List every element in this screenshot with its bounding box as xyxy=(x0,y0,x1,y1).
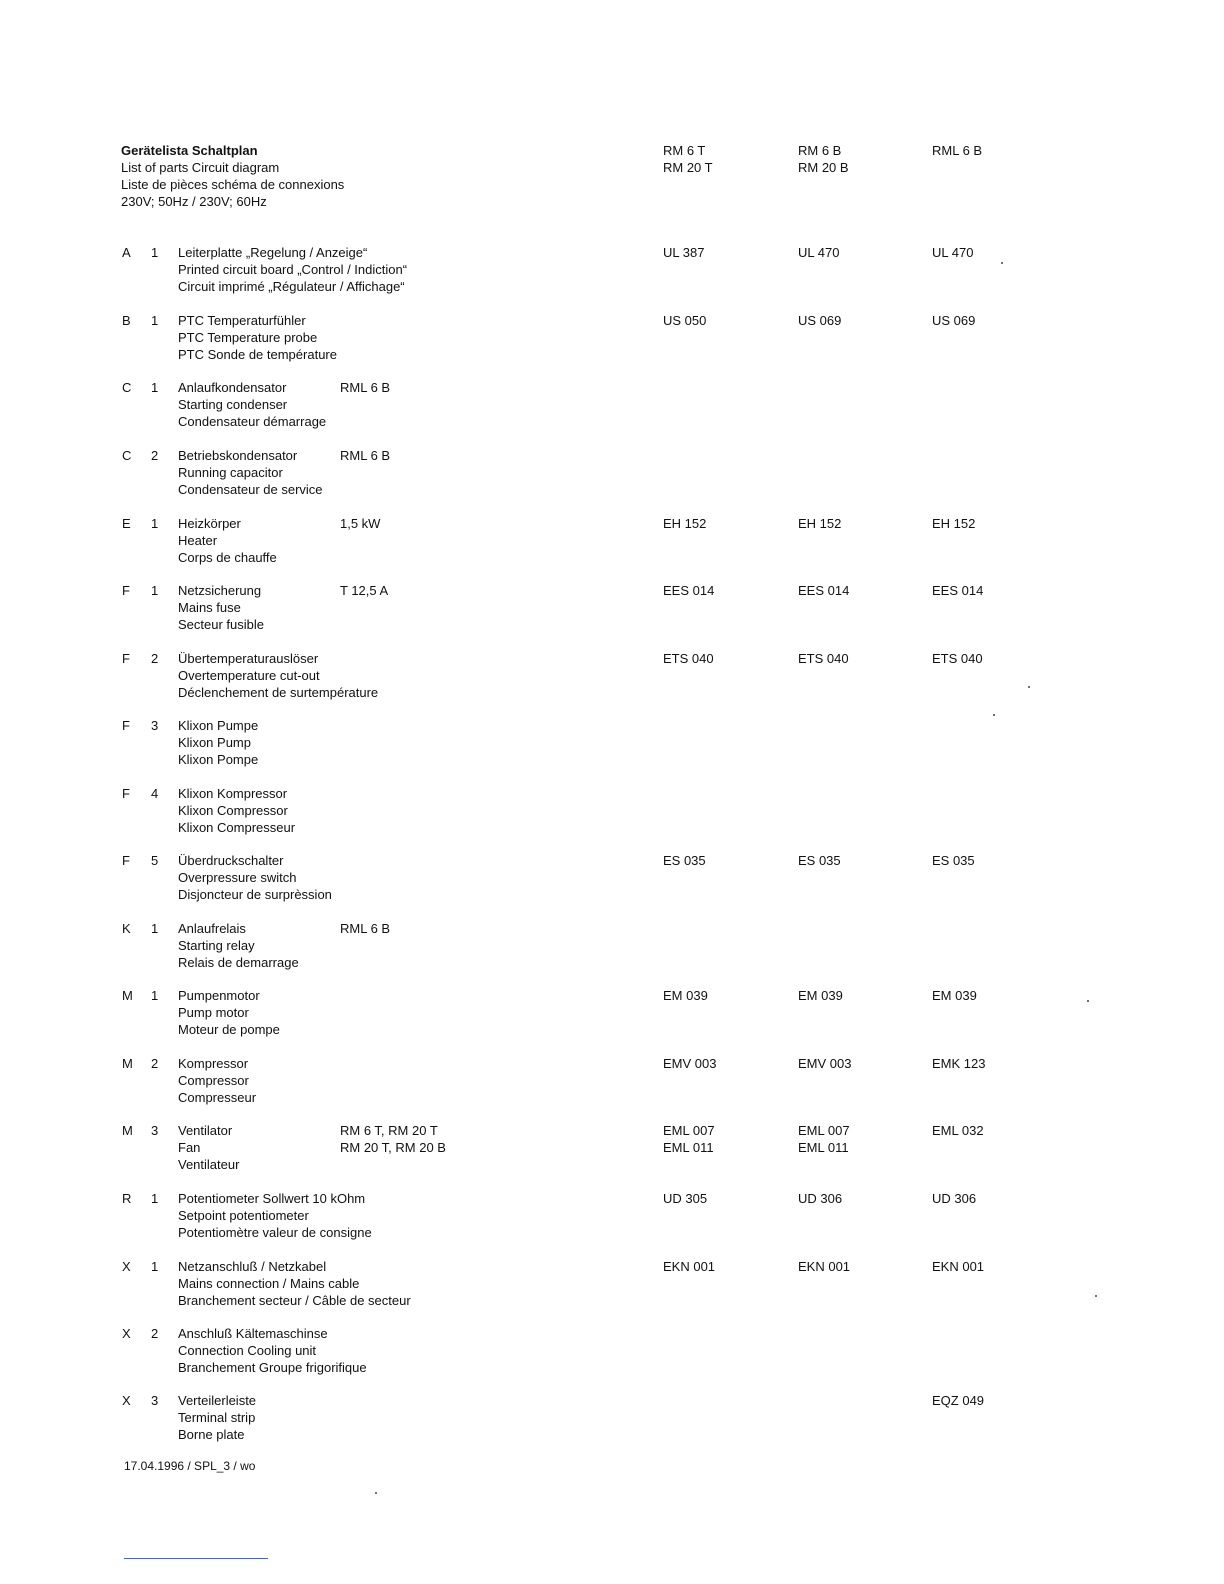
part-designator-number: 5 xyxy=(151,853,159,868)
description-line: Connection Cooling unit xyxy=(178,1343,317,1358)
part-number: UD 306 xyxy=(798,1191,843,1206)
part-number: US 069 xyxy=(932,313,976,328)
description-line: Printed circuit board „Control / Indiction“ xyxy=(178,262,408,277)
model-name: RM 20 B xyxy=(798,160,849,175)
part-number: ETS 040 xyxy=(798,651,849,666)
part-number-col-1 xyxy=(663,515,783,532)
part-description xyxy=(178,852,498,903)
part-designator-letter: X xyxy=(122,1259,131,1274)
scan-speck xyxy=(1095,1295,1097,1297)
description-line: Ventilator xyxy=(178,1123,233,1138)
header-line: Liste de pièces schéma de connexions xyxy=(121,177,345,192)
part-number-col-1 xyxy=(663,312,783,329)
part-number-col-2 xyxy=(798,1122,918,1156)
part-spec xyxy=(340,920,500,937)
part-designator-letter: F xyxy=(122,853,130,868)
description-line: Potentiometer Sollwert 10 kOhm xyxy=(178,1191,366,1206)
part-number: EML 011 xyxy=(798,1140,849,1155)
part-designator-letter: K xyxy=(122,921,131,936)
part-number: ETS 040 xyxy=(932,651,983,666)
part-designator-number: 1 xyxy=(151,988,159,1003)
description-line: Moteur de pompe xyxy=(178,1022,280,1037)
spec-line: RML 6 B xyxy=(340,380,391,395)
part-designator-number: 1 xyxy=(151,1259,159,1274)
description-line: Secteur fusible xyxy=(178,617,264,632)
part-number: EKN 001 xyxy=(663,1259,716,1274)
part-number: ETS 040 xyxy=(663,651,714,666)
part-number-col-2 xyxy=(798,312,918,329)
description-line: Netzsicherung xyxy=(178,583,262,598)
description-line: Compressor xyxy=(178,1073,249,1088)
part-number-col-3 xyxy=(932,515,1052,532)
description-line: Leiterplatte „Regelung / Anzeige“ xyxy=(178,245,368,260)
part-number: EES 014 xyxy=(663,583,715,598)
part-number-col-1 xyxy=(663,1122,783,1156)
part-number: EML 032 xyxy=(932,1123,984,1138)
part-number-col-1 xyxy=(663,1258,783,1275)
part-row xyxy=(0,920,1224,980)
part-designator-letter: M xyxy=(122,1123,133,1138)
spec-line: T 12,5 A xyxy=(340,583,389,598)
part-number-col-3 xyxy=(932,987,1052,1004)
part-number: EML 011 xyxy=(663,1140,714,1155)
description-line: PTC Temperature probe xyxy=(178,330,318,345)
part-number-col-3 xyxy=(932,1258,1052,1275)
spec-line: RM 20 T, RM 20 B xyxy=(340,1140,446,1155)
description-line: Anlaufrelais xyxy=(178,921,246,936)
description-line: Starting relay xyxy=(178,938,255,953)
model-column-header xyxy=(932,142,982,159)
description-line: Overpressure switch xyxy=(178,870,297,885)
part-description xyxy=(178,650,498,701)
part-number: EES 014 xyxy=(932,583,984,598)
part-number: EH 152 xyxy=(798,516,842,531)
part-number: ES 035 xyxy=(932,853,975,868)
part-designator-number: 3 xyxy=(151,718,159,733)
description-line: Borne plate xyxy=(178,1427,245,1442)
part-designator-number: 2 xyxy=(151,651,159,666)
part-number: ES 035 xyxy=(798,853,841,868)
part-row xyxy=(0,244,1224,304)
part-designator-letter: F xyxy=(122,786,130,801)
scan-speck xyxy=(1087,1000,1089,1002)
part-number: EM 039 xyxy=(663,988,708,1003)
part-designator-letter: B xyxy=(122,313,131,328)
part-number-col-2 xyxy=(798,1258,918,1275)
description-line: Netzanschluß / Netzkabel xyxy=(178,1259,327,1274)
model-name: RM 6 T xyxy=(663,143,706,158)
part-description xyxy=(178,1055,498,1106)
part-spec xyxy=(340,582,500,599)
description-line: Klixon Compresseur xyxy=(178,820,296,835)
part-designator-letter: M xyxy=(122,1056,133,1071)
part-number-col-3 xyxy=(932,1122,1052,1139)
part-designator-letter: R xyxy=(122,1191,132,1206)
model-name: RML 6 B xyxy=(932,143,983,158)
part-number-col-3 xyxy=(932,852,1052,869)
part-number: UL 470 xyxy=(798,245,840,260)
description-line: Starting condenser xyxy=(178,397,288,412)
description-line: Mains connection / Mains cable xyxy=(178,1276,360,1291)
part-number: UD 305 xyxy=(663,1191,708,1206)
divider-line xyxy=(124,1558,268,1559)
document-header xyxy=(121,142,344,210)
description-line: Anlaufkondensator xyxy=(178,380,287,395)
part-number-col-2 xyxy=(798,1055,918,1072)
scan-speck xyxy=(1001,262,1003,264)
part-designator-letter: C xyxy=(122,380,132,395)
spec-line: RML 6 B xyxy=(340,921,391,936)
description-line: Terminal strip xyxy=(178,1410,256,1425)
part-number: EES 014 xyxy=(798,583,850,598)
part-number: EKN 001 xyxy=(932,1259,985,1274)
description-line: Déclenchement de surtempérature xyxy=(178,685,379,700)
part-number-col-3 xyxy=(932,650,1052,667)
description-line: Fan xyxy=(178,1140,201,1155)
part-row xyxy=(0,1055,1224,1115)
part-row xyxy=(0,785,1224,845)
model-column-header xyxy=(798,142,849,176)
description-line: Übertemperaturauslöser xyxy=(178,651,319,666)
header-line: List of parts Circuit diagram xyxy=(121,160,280,175)
description-line: Setpoint potentiometer xyxy=(178,1208,309,1223)
part-number-col-1 xyxy=(663,244,783,261)
part-spec xyxy=(340,515,500,532)
part-designator-letter: E xyxy=(122,516,131,531)
description-line: Pumpenmotor xyxy=(178,988,260,1003)
description-line: PTC Temperaturfühler xyxy=(178,313,306,328)
description-line: Running capacitor xyxy=(178,465,283,480)
part-spec xyxy=(340,379,500,396)
part-description xyxy=(178,1190,498,1241)
part-description xyxy=(178,785,498,836)
description-line: Overtemperature cut-out xyxy=(178,668,320,683)
part-number-col-3 xyxy=(932,1190,1052,1207)
part-description xyxy=(178,987,498,1038)
part-number-col-1 xyxy=(663,650,783,667)
model-name: RM 6 B xyxy=(798,143,842,158)
part-row xyxy=(0,987,1224,1047)
part-row xyxy=(0,447,1224,507)
part-number: EQZ 049 xyxy=(932,1393,985,1408)
part-row xyxy=(0,312,1224,372)
description-line: Branchement secteur / Câble de secteur xyxy=(178,1293,411,1308)
description-line: Klixon Kompressor xyxy=(178,786,288,801)
header-line: Gerätelista Schaltplan xyxy=(121,143,258,158)
part-designator-number: 1 xyxy=(151,921,159,936)
part-number: US 050 xyxy=(663,313,707,328)
part-number: EML 007 xyxy=(798,1123,850,1138)
description-line: Klixon Compressor xyxy=(178,803,288,818)
part-designator-number: 3 xyxy=(151,1123,159,1138)
part-number-col-3 xyxy=(932,1055,1052,1072)
document-footer: 17.04.1996 / SPL_3 / wo xyxy=(124,1459,256,1473)
part-description xyxy=(178,1258,498,1309)
part-number: EKN 001 xyxy=(798,1259,851,1274)
part-description xyxy=(178,1325,498,1376)
part-designator-letter: X xyxy=(122,1393,131,1408)
part-number: UL 387 xyxy=(663,245,705,260)
part-number: EM 039 xyxy=(932,988,977,1003)
part-number-col-3 xyxy=(932,312,1052,329)
description-line: Condensateur de service xyxy=(178,482,323,497)
model-name: RM 20 T xyxy=(663,160,713,175)
part-number-col-1 xyxy=(663,582,783,599)
description-line: Verteilerleiste xyxy=(178,1393,257,1408)
description-line: Mains fuse xyxy=(178,600,241,615)
part-designator-number: 2 xyxy=(151,448,159,463)
part-designator-number: 1 xyxy=(151,1191,159,1206)
part-number: EMV 003 xyxy=(663,1056,717,1071)
part-description xyxy=(178,717,498,768)
part-row xyxy=(0,717,1224,777)
description-line: Betriebskondensator xyxy=(178,448,298,463)
part-designator-number: 4 xyxy=(151,786,159,801)
description-line: Überdruckschalter xyxy=(178,853,284,868)
part-number: UD 306 xyxy=(932,1191,977,1206)
part-row xyxy=(0,852,1224,912)
part-number-col-2 xyxy=(798,244,918,261)
part-designator-letter: A xyxy=(122,245,131,260)
part-number-col-1 xyxy=(663,987,783,1004)
part-designator-number: 1 xyxy=(151,245,159,260)
description-line: Klixon Pompe xyxy=(178,752,259,767)
scan-speck xyxy=(993,714,995,716)
part-number-col-1 xyxy=(663,1190,783,1207)
description-line: Corps de chauffe xyxy=(178,550,277,565)
part-spec xyxy=(340,447,500,464)
part-row xyxy=(0,1325,1224,1385)
part-number: EH 152 xyxy=(663,516,707,531)
part-number-col-2 xyxy=(798,582,918,599)
part-designator-number: 2 xyxy=(151,1056,159,1071)
part-row xyxy=(0,582,1224,642)
part-number-col-2 xyxy=(798,1190,918,1207)
part-number-col-2 xyxy=(798,852,918,869)
description-line: Anschluß Kältemaschinse xyxy=(178,1326,328,1341)
part-number-col-1 xyxy=(663,1055,783,1072)
part-designator-number: 1 xyxy=(151,313,159,328)
part-description xyxy=(178,244,498,295)
part-number: EMK 123 xyxy=(932,1056,986,1071)
part-designator-letter: C xyxy=(122,448,132,463)
part-number: EH 152 xyxy=(932,516,976,531)
description-line: Branchement Groupe frigorifique xyxy=(178,1360,367,1375)
part-number-col-3 xyxy=(932,244,1052,261)
description-line: Klixon Pumpe xyxy=(178,718,259,733)
part-description xyxy=(178,1392,498,1443)
description-line: Klixon Pump xyxy=(178,735,251,750)
part-number: US 069 xyxy=(798,313,842,328)
description-line: Compresseur xyxy=(178,1090,257,1105)
description-line: Pump motor xyxy=(178,1005,249,1020)
part-number-col-2 xyxy=(798,650,918,667)
scan-speck xyxy=(1028,686,1030,688)
part-designator-number: 1 xyxy=(151,516,159,531)
part-number: ES 035 xyxy=(663,853,706,868)
description-line: Circuit imprimé „Régulateur / Affichage“ xyxy=(178,279,405,294)
description-line: PTC Sonde de température xyxy=(178,347,337,362)
part-row xyxy=(0,379,1224,439)
part-designator-letter: F xyxy=(122,651,130,666)
scan-speck xyxy=(375,1492,377,1494)
part-row xyxy=(0,1122,1224,1182)
part-designator-letter: F xyxy=(122,583,130,598)
part-number-col-3 xyxy=(932,582,1052,599)
description-line: Potentiomètre valeur de consigne xyxy=(178,1225,372,1240)
description-line: Ventilateur xyxy=(178,1157,240,1172)
part-designator-letter: F xyxy=(122,718,130,733)
part-designator-number: 3 xyxy=(151,1393,159,1408)
part-designator-number: 1 xyxy=(151,380,159,395)
description-line: Relais de demarrage xyxy=(178,955,299,970)
spec-line: 1,5 kW xyxy=(340,516,381,531)
part-spec xyxy=(340,1122,500,1156)
part-number: UL 470 xyxy=(932,245,974,260)
spec-line: RML 6 B xyxy=(340,448,391,463)
part-row xyxy=(0,1392,1224,1452)
part-number: EMV 003 xyxy=(798,1056,852,1071)
part-designator-number: 2 xyxy=(151,1326,159,1341)
part-number: EML 007 xyxy=(663,1123,715,1138)
spec-line: RM 6 T, RM 20 T xyxy=(340,1123,438,1138)
part-row xyxy=(0,1258,1224,1318)
part-description xyxy=(178,312,498,363)
model-column-header xyxy=(663,142,713,176)
part-designator-letter: M xyxy=(122,988,133,1003)
part-number: EM 039 xyxy=(798,988,843,1003)
part-row xyxy=(0,515,1224,575)
part-number-col-3 xyxy=(932,1392,1052,1409)
part-row xyxy=(0,1190,1224,1250)
description-line: Heater xyxy=(178,533,218,548)
description-line: Kompressor xyxy=(178,1056,249,1071)
part-number-col-2 xyxy=(798,987,918,1004)
description-line: Heizkörper xyxy=(178,516,241,531)
description-line: Condensateur démarrage xyxy=(178,414,327,429)
part-number-col-2 xyxy=(798,515,918,532)
part-designator-letter: X xyxy=(122,1326,131,1341)
header-line: 230V; 50Hz / 230V; 60Hz xyxy=(121,194,267,209)
part-number-col-1 xyxy=(663,852,783,869)
part-row xyxy=(0,650,1224,710)
part-designator-number: 1 xyxy=(151,583,159,598)
description-line: Disjoncteur de surprèssion xyxy=(178,887,332,902)
